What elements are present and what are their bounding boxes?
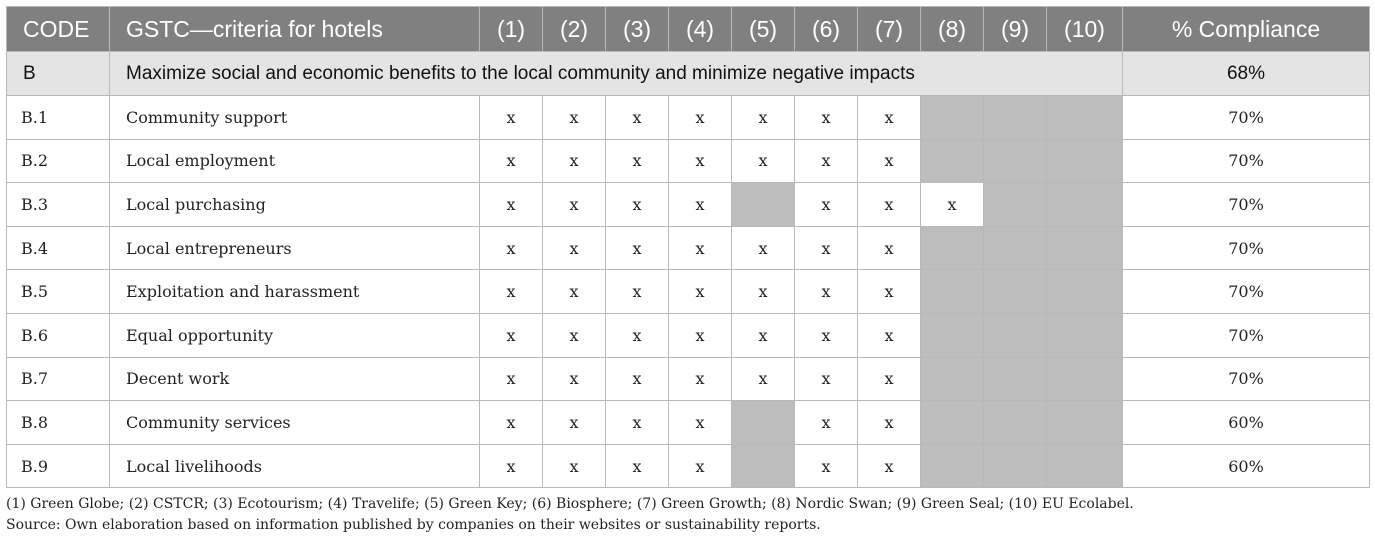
- section-code: B: [7, 52, 110, 96]
- cert-10-cell: [1047, 226, 1123, 270]
- row-code: B.1: [7, 96, 110, 140]
- row-code: B.5: [7, 270, 110, 314]
- cert-8-cell: x: [921, 183, 984, 227]
- cert-3-cell: x: [606, 96, 669, 140]
- cert-1-cell: x: [480, 313, 543, 357]
- cert-6-cell: x: [795, 357, 858, 401]
- cert-8-cell: [921, 139, 984, 183]
- header-cert-2: (2): [543, 7, 606, 52]
- cert-3-cell: x: [606, 139, 669, 183]
- cert-4-cell: x: [669, 139, 732, 183]
- row-code: B.8: [7, 401, 110, 445]
- cert-2-cell: x: [543, 226, 606, 270]
- table-row: [7, 139, 1370, 183]
- row-compliance: 70%: [1123, 357, 1370, 401]
- row-compliance: 60%: [1123, 444, 1370, 488]
- cert-8-cell: [921, 313, 984, 357]
- cert-4-cell: x: [669, 444, 732, 488]
- cert-5-cell: x: [732, 313, 795, 357]
- cert-5-cell: x: [732, 96, 795, 140]
- cert-10-cell: [1047, 444, 1123, 488]
- row-compliance: 70%: [1123, 183, 1370, 227]
- row-code: B.9: [7, 444, 110, 488]
- cert-6-cell: x: [795, 183, 858, 227]
- header-cert-5: (5): [732, 7, 795, 52]
- cert-4-cell: x: [669, 313, 732, 357]
- cert-2-cell: x: [543, 139, 606, 183]
- cert-5-cell: [732, 401, 795, 445]
- cert-9-cell: [984, 226, 1047, 270]
- table-row: [7, 226, 1370, 270]
- row-compliance: 70%: [1123, 139, 1370, 183]
- cert-7-cell: x: [858, 139, 921, 183]
- cert-2-cell: x: [543, 96, 606, 140]
- row-criterion: Community services: [110, 401, 480, 445]
- header-cert-6: (6): [795, 7, 858, 52]
- cert-7-cell: x: [858, 96, 921, 140]
- cert-9-cell: [984, 183, 1047, 227]
- cert-10-cell: [1047, 139, 1123, 183]
- certification-legend: (1) Green Globe; (2) CSTCR; (3) Ecotourism; (4) Travelife; (5) Green Key; (6) Biosphere; (7) Green Growth; (8) Nordic Swan; (9) Green Seal; (10) EU Ecolabel.: [6, 496, 1134, 512]
- cert-2-cell: x: [543, 444, 606, 488]
- cert-9-cell: [984, 139, 1047, 183]
- header-compliance: % Compliance: [1123, 7, 1370, 52]
- table-row: [7, 270, 1370, 314]
- cert-5-cell: x: [732, 357, 795, 401]
- row-code: B.7: [7, 357, 110, 401]
- cert-4-cell: x: [669, 226, 732, 270]
- header-cert-3: (3): [606, 7, 669, 52]
- cert-3-cell: x: [606, 313, 669, 357]
- cert-2-cell: x: [543, 270, 606, 314]
- cert-9-cell: [984, 96, 1047, 140]
- row-code: B.4: [7, 226, 110, 270]
- table-row: [7, 313, 1370, 357]
- cert-5-cell: [732, 183, 795, 227]
- cert-9-cell: [984, 357, 1047, 401]
- section-title: Maximize social and economic benefits to the local community and minimize negative impacts: [110, 52, 1123, 96]
- cert-1-cell: x: [480, 139, 543, 183]
- cert-8-cell: [921, 226, 984, 270]
- cert-3-cell: x: [606, 183, 669, 227]
- cert-10-cell: [1047, 183, 1123, 227]
- header-cert-8: (8): [921, 7, 984, 52]
- row-criterion: Decent work: [110, 357, 480, 401]
- header-cert-10: (10): [1047, 7, 1123, 52]
- cert-7-cell: x: [858, 313, 921, 357]
- section-compliance: 68%: [1123, 52, 1370, 96]
- cert-10-cell: [1047, 357, 1123, 401]
- cert-1-cell: x: [480, 401, 543, 445]
- table-row: [7, 401, 1370, 445]
- table-row: [7, 183, 1370, 227]
- table-row: [7, 444, 1370, 488]
- cert-7-cell: x: [858, 183, 921, 227]
- cert-10-cell: [1047, 401, 1123, 445]
- row-criterion: Community support: [110, 96, 480, 140]
- row-compliance: 60%: [1123, 401, 1370, 445]
- row-criterion: Local entrepreneurs: [110, 226, 480, 270]
- row-criterion: Local livelihoods: [110, 444, 480, 488]
- cert-7-cell: x: [858, 357, 921, 401]
- cert-4-cell: x: [669, 96, 732, 140]
- cert-4-cell: x: [669, 183, 732, 227]
- cert-9-cell: [984, 270, 1047, 314]
- cert-2-cell: x: [543, 401, 606, 445]
- cert-6-cell: x: [795, 226, 858, 270]
- row-compliance: 70%: [1123, 313, 1370, 357]
- row-compliance: 70%: [1123, 270, 1370, 314]
- cert-4-cell: x: [669, 270, 732, 314]
- cert-2-cell: x: [543, 183, 606, 227]
- cert-1-cell: x: [480, 444, 543, 488]
- cert-6-cell: x: [795, 270, 858, 314]
- cert-7-cell: x: [858, 270, 921, 314]
- table-row: [7, 96, 1370, 140]
- cert-5-cell: x: [732, 139, 795, 183]
- row-compliance: 70%: [1123, 96, 1370, 140]
- cert-9-cell: [984, 444, 1047, 488]
- row-code: B.3: [7, 183, 110, 227]
- cert-3-cell: x: [606, 226, 669, 270]
- cert-8-cell: [921, 401, 984, 445]
- cert-5-cell: x: [732, 270, 795, 314]
- cert-3-cell: x: [606, 401, 669, 445]
- header-cert-1: (1): [480, 7, 543, 52]
- cert-7-cell: x: [858, 401, 921, 445]
- cert-6-cell: x: [795, 96, 858, 140]
- cert-4-cell: x: [669, 401, 732, 445]
- cert-9-cell: [984, 401, 1047, 445]
- header-cert-7: (7): [858, 7, 921, 52]
- cert-6-cell: x: [795, 313, 858, 357]
- cert-9-cell: [984, 313, 1047, 357]
- cert-6-cell: x: [795, 139, 858, 183]
- row-criterion: Equal opportunity: [110, 313, 480, 357]
- cert-2-cell: x: [543, 313, 606, 357]
- header-code: CODE: [7, 7, 110, 52]
- section-row: [7, 52, 1370, 96]
- cert-8-cell: [921, 96, 984, 140]
- cert-3-cell: x: [606, 444, 669, 488]
- cert-10-cell: [1047, 96, 1123, 140]
- cert-1-cell: x: [480, 357, 543, 401]
- header-cert-4: (4): [669, 7, 732, 52]
- table-row: [7, 357, 1370, 401]
- cert-5-cell: [732, 444, 795, 488]
- table-notes: [6, 494, 1369, 536]
- header-criteria: GSTC—criteria for hotels: [110, 7, 480, 52]
- cert-4-cell: x: [669, 357, 732, 401]
- row-criterion: Exploitation and harassment: [110, 270, 480, 314]
- cert-1-cell: x: [480, 270, 543, 314]
- row-criterion: Local purchasing: [110, 183, 480, 227]
- cert-8-cell: [921, 357, 984, 401]
- cert-3-cell: x: [606, 357, 669, 401]
- cert-3-cell: x: [606, 270, 669, 314]
- cert-6-cell: x: [795, 401, 858, 445]
- gstc-criteria-table: [6, 6, 1370, 488]
- cert-1-cell: x: [480, 183, 543, 227]
- source-note: Source: Own elaboration based on information published by companies on their websites or sustainability reports.: [6, 517, 821, 533]
- cert-8-cell: [921, 444, 984, 488]
- row-code: B.6: [7, 313, 110, 357]
- cert-1-cell: x: [480, 226, 543, 270]
- cert-7-cell: x: [858, 226, 921, 270]
- cert-10-cell: [1047, 313, 1123, 357]
- cert-10-cell: [1047, 270, 1123, 314]
- row-code: B.2: [7, 139, 110, 183]
- row-compliance: 70%: [1123, 226, 1370, 270]
- cert-8-cell: [921, 270, 984, 314]
- cert-1-cell: x: [480, 96, 543, 140]
- header-cert-9: (9): [984, 7, 1047, 52]
- cert-5-cell: x: [732, 226, 795, 270]
- cert-7-cell: x: [858, 444, 921, 488]
- row-criterion: Local employment: [110, 139, 480, 183]
- cert-6-cell: x: [795, 444, 858, 488]
- cert-2-cell: x: [543, 357, 606, 401]
- header-row: [7, 7, 1370, 52]
